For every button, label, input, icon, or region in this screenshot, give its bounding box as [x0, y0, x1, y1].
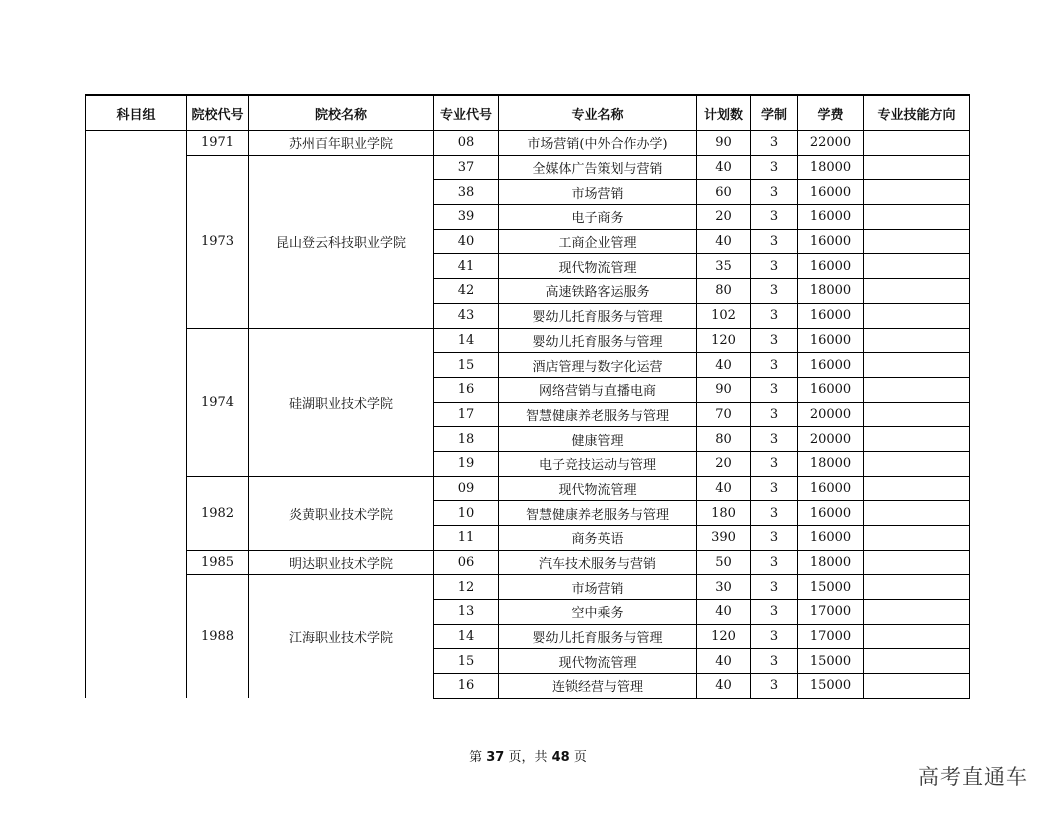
major-name-cell: 现代物流管理 [499, 649, 697, 674]
school-name-cell: 昆山登云科技职业学院 [249, 155, 434, 328]
major-code-cell: 06 [434, 550, 499, 575]
school-code-cell: 1988 [187, 575, 249, 698]
major-code-cell: 15 [434, 649, 499, 674]
major-code-cell: 10 [434, 501, 499, 526]
duration-cell: 3 [751, 674, 798, 699]
skill-direction-cell [864, 624, 970, 649]
plan-count-cell: 40 [697, 229, 751, 254]
tuition-cell: 16000 [798, 254, 864, 279]
table-header-row [86, 95, 970, 131]
tuition-cell: 18000 [798, 155, 864, 180]
major-name-cell: 酒店管理与数字化运营 [499, 353, 697, 378]
duration-cell: 3 [751, 600, 798, 625]
plan-count-cell: 102 [697, 303, 751, 328]
duration-cell: 3 [751, 131, 798, 156]
skill-direction-cell [864, 451, 970, 476]
plan-count-cell: 70 [697, 402, 751, 427]
major-name-cell: 市场营销 [499, 575, 697, 600]
footer-prefix: 第 [469, 750, 483, 765]
major-code-cell: 14 [434, 624, 499, 649]
plan-count-cell: 40 [697, 600, 751, 625]
table-row [86, 131, 970, 156]
plan-count-cell: 120 [697, 624, 751, 649]
tuition-cell: 16000 [798, 526, 864, 551]
plan-count-cell: 20 [697, 205, 751, 230]
major-name-cell: 空中乘务 [499, 600, 697, 625]
major-code-cell: 19 [434, 451, 499, 476]
header-duration: 学制 [751, 95, 798, 131]
skill-direction-cell [864, 550, 970, 575]
footer-suffix: 页 [573, 750, 587, 765]
skill-direction-cell [864, 155, 970, 180]
major-name-cell: 婴幼儿托育服务与管理 [499, 303, 697, 328]
duration-cell: 3 [751, 451, 798, 476]
duration-cell: 3 [751, 180, 798, 205]
major-code-cell: 13 [434, 600, 499, 625]
plan-count-cell: 20 [697, 451, 751, 476]
skill-direction-cell [864, 229, 970, 254]
major-name-cell: 现代物流管理 [499, 476, 697, 501]
tuition-cell: 18000 [798, 279, 864, 304]
tuition-cell: 15000 [798, 649, 864, 674]
duration-cell: 3 [751, 550, 798, 575]
skill-direction-cell [864, 279, 970, 304]
major-name-cell: 电子竞技运动与管理 [499, 451, 697, 476]
table-row [86, 155, 970, 180]
major-name-cell: 网络营销与直播电商 [499, 377, 697, 402]
school-code-cell: 1985 [187, 550, 249, 575]
major-name-cell: 全媒体广告策划与营销 [499, 155, 697, 180]
plan-count-cell: 35 [697, 254, 751, 279]
plan-count-cell: 40 [697, 353, 751, 378]
tuition-cell: 16000 [798, 476, 864, 501]
total-pages-number: 48 [551, 750, 570, 765]
header-major-name: 专业名称 [499, 95, 697, 131]
major-name-cell: 现代物流管理 [499, 254, 697, 279]
major-name-cell: 电子商务 [499, 205, 697, 230]
plan-count-cell: 40 [697, 649, 751, 674]
skill-direction-cell [864, 131, 970, 156]
major-name-cell: 智慧健康养老服务与管理 [499, 402, 697, 427]
major-code-cell: 37 [434, 155, 499, 180]
duration-cell: 3 [751, 377, 798, 402]
major-code-cell: 16 [434, 674, 499, 699]
table-row [86, 476, 970, 501]
school-code-cell: 1982 [187, 476, 249, 550]
school-name-cell: 硅湖职业技术学院 [249, 328, 434, 476]
watermark-logo-text: 高考直通车 [918, 765, 1028, 789]
skill-direction-cell [864, 476, 970, 501]
tuition-cell: 18000 [798, 550, 864, 575]
admission-plan-table [85, 94, 970, 699]
major-name-cell: 工商企业管理 [499, 229, 697, 254]
tuition-cell: 17000 [798, 624, 864, 649]
plan-count-cell: 80 [697, 279, 751, 304]
plan-count-cell: 40 [697, 476, 751, 501]
skill-direction-cell [864, 575, 970, 600]
major-code-cell: 08 [434, 131, 499, 156]
major-name-cell: 商务英语 [499, 526, 697, 551]
duration-cell: 3 [751, 328, 798, 353]
school-name-cell: 炎黄职业技术学院 [249, 476, 434, 550]
tuition-cell: 16000 [798, 205, 864, 230]
plan-count-cell: 40 [697, 674, 751, 699]
school-name-cell: 明达职业技术学院 [249, 550, 434, 575]
major-code-cell: 43 [434, 303, 499, 328]
tuition-cell: 22000 [798, 131, 864, 156]
skill-direction-cell [864, 600, 970, 625]
tuition-cell: 20000 [798, 402, 864, 427]
school-name-cell: 苏州百年职业学院 [249, 131, 434, 156]
header-tuition: 学费 [798, 95, 864, 131]
plan-count-cell: 390 [697, 526, 751, 551]
skill-direction-cell [864, 674, 970, 699]
plan-count-cell: 90 [697, 131, 751, 156]
table-row [86, 575, 970, 600]
school-code-cell: 1974 [187, 328, 249, 476]
duration-cell: 3 [751, 279, 798, 304]
header-subject-group: 科目组 [86, 95, 187, 131]
plan-count-cell: 60 [697, 180, 751, 205]
page-footer [0, 746, 1056, 765]
skill-direction-cell [864, 501, 970, 526]
tuition-cell: 16000 [798, 229, 864, 254]
tuition-cell: 16000 [798, 180, 864, 205]
duration-cell: 3 [751, 205, 798, 230]
major-name-cell: 健康管理 [499, 427, 697, 452]
plan-count-cell: 90 [697, 377, 751, 402]
table-body [86, 131, 970, 699]
skill-direction-cell [864, 328, 970, 353]
major-code-cell: 41 [434, 254, 499, 279]
skill-direction-cell [864, 180, 970, 205]
duration-cell: 3 [751, 254, 798, 279]
major-code-cell: 12 [434, 575, 499, 600]
school-code-cell: 1973 [187, 155, 249, 328]
duration-cell: 3 [751, 402, 798, 427]
major-code-cell: 18 [434, 427, 499, 452]
major-name-cell: 高速铁路客运服务 [499, 279, 697, 304]
tuition-cell: 16000 [798, 353, 864, 378]
tuition-cell: 15000 [798, 674, 864, 699]
header-skill-direction: 专业技能方向 [864, 95, 970, 131]
skill-direction-cell [864, 254, 970, 279]
major-code-cell: 09 [434, 476, 499, 501]
plan-count-cell: 180 [697, 501, 751, 526]
major-code-cell: 42 [434, 279, 499, 304]
skill-direction-cell [864, 402, 970, 427]
skill-direction-cell [864, 205, 970, 230]
tuition-cell: 15000 [798, 575, 864, 600]
header-major-code: 专业代号 [434, 95, 499, 131]
skill-direction-cell [864, 649, 970, 674]
table-row [86, 550, 970, 575]
header-school-name: 院校名称 [249, 95, 434, 131]
major-name-cell: 婴幼儿托育服务与管理 [499, 624, 697, 649]
duration-cell: 3 [751, 303, 798, 328]
footer-middle: 页，共 [508, 750, 548, 765]
major-code-cell: 15 [434, 353, 499, 378]
major-name-cell: 连锁经营与管理 [499, 674, 697, 699]
skill-direction-cell [864, 427, 970, 452]
header-school-code: 院校代号 [187, 95, 249, 131]
plan-count-cell: 50 [697, 550, 751, 575]
duration-cell: 3 [751, 476, 798, 501]
plan-count-cell: 40 [697, 155, 751, 180]
major-name-cell: 市场营销(中外合作办学) [499, 131, 697, 156]
tuition-cell: 18000 [798, 451, 864, 476]
major-code-cell: 39 [434, 205, 499, 230]
duration-cell: 3 [751, 526, 798, 551]
tuition-cell: 16000 [798, 377, 864, 402]
duration-cell: 3 [751, 427, 798, 452]
duration-cell: 3 [751, 575, 798, 600]
skill-direction-cell [864, 526, 970, 551]
skill-direction-cell [864, 377, 970, 402]
duration-cell: 3 [751, 155, 798, 180]
plan-count-cell: 120 [697, 328, 751, 353]
tuition-cell: 16000 [798, 501, 864, 526]
duration-cell: 3 [751, 353, 798, 378]
skill-direction-cell [864, 303, 970, 328]
header-plan-count: 计划数 [697, 95, 751, 131]
major-code-cell: 38 [434, 180, 499, 205]
major-name-cell: 智慧健康养老服务与管理 [499, 501, 697, 526]
duration-cell: 3 [751, 501, 798, 526]
skill-direction-cell [864, 353, 970, 378]
major-code-cell: 14 [434, 328, 499, 353]
duration-cell: 3 [751, 624, 798, 649]
plan-count-cell: 80 [697, 427, 751, 452]
table-row [86, 328, 970, 353]
major-name-cell: 市场营销 [499, 180, 697, 205]
major-code-cell: 11 [434, 526, 499, 551]
duration-cell: 3 [751, 649, 798, 674]
subject-group-cell [86, 131, 187, 699]
tuition-cell: 17000 [798, 600, 864, 625]
major-name-cell: 汽车技术服务与营销 [499, 550, 697, 575]
school-name-cell: 江海职业技术学院 [249, 575, 434, 698]
duration-cell: 3 [751, 229, 798, 254]
tuition-cell: 20000 [798, 427, 864, 452]
tuition-cell: 16000 [798, 328, 864, 353]
major-code-cell: 40 [434, 229, 499, 254]
major-code-cell: 17 [434, 402, 499, 427]
current-page-number: 37 [486, 750, 505, 765]
school-code-cell: 1971 [187, 131, 249, 156]
plan-count-cell: 30 [697, 575, 751, 600]
major-code-cell: 16 [434, 377, 499, 402]
tuition-cell: 16000 [798, 303, 864, 328]
major-name-cell: 婴幼儿托育服务与管理 [499, 328, 697, 353]
